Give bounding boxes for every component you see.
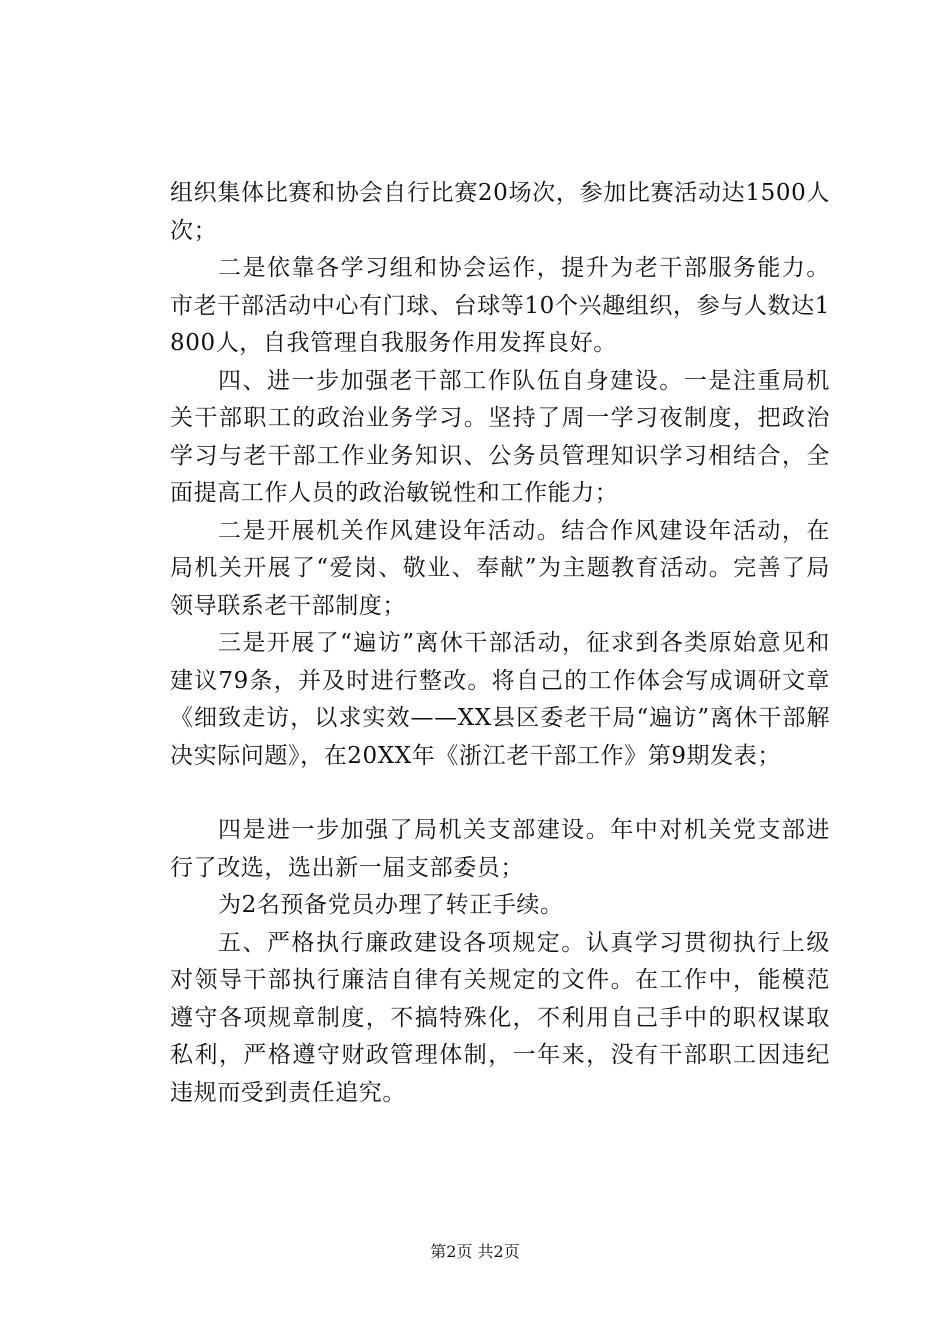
document-body xyxy=(170,175,830,1112)
paragraph-spacer xyxy=(170,775,830,812)
paragraph-integrity: 五、严格执行廉政建设各项规定。认真学习贯彻执行上级对领导干部执行廉洁自律有关规定的文件。在工作中，能模范遵守各项规章制度，不搞特殊化，不利用自己手中的职权谋取私利，严格遵守财政管理体制，一年来，没有干部职工因违纪违规而受到责任追究。 xyxy=(170,929,830,1106)
paragraph-party-branch: 四是进一步加强了局机关支部建设。年中对机关党支部进行了改选，选出新一届支部委员； xyxy=(170,817,830,881)
paragraph-team-building: 四、进一步加强老干部工作队伍自身建设。一是注重局机关干部职工的政治业务学习。坚持了周一学习夜制度，把政治学习与老干部工作业务知识、公务员管理知识学习相结合，全面提高工作人员的政治敏锐性和工作能力； xyxy=(170,367,830,506)
paragraph-probationary-members: 为2名预备党员办理了转正手续。 xyxy=(218,892,564,918)
paragraph-service-capacity: 二是依靠各学习组和协会运作，提升为老干部服务能力。市老干部活动中心有门球、台球等10个兴趣组织，参与人数达1800人，自我管理自我服务作用发挥良好。 xyxy=(170,255,830,356)
page-footer: 第2页 共2页 xyxy=(430,1242,520,1261)
paragraph-continuation: 组织集体比赛和协会自行比赛20场次，参加比赛活动达1500人次； xyxy=(170,180,830,244)
paragraph-visits: 三是开展了“遍访”离休干部活动，征求到各类原始意见和建议79条，并及时进行整改。将自己的工作体会写成调研文章《细致走访，以求实效——XX县区委老干局“遍访”离休干部解决实际问题》，在20XX年《浙江老干部工作》第9期发表； xyxy=(170,630,830,769)
paragraph-work-style: 二是开展机关作风建设年活动。结合作风建设年活动，在局机关开展了“爱岗、敬业、奉献”为主题教育活动。完善了局领导联系老干部制度； xyxy=(170,517,830,619)
